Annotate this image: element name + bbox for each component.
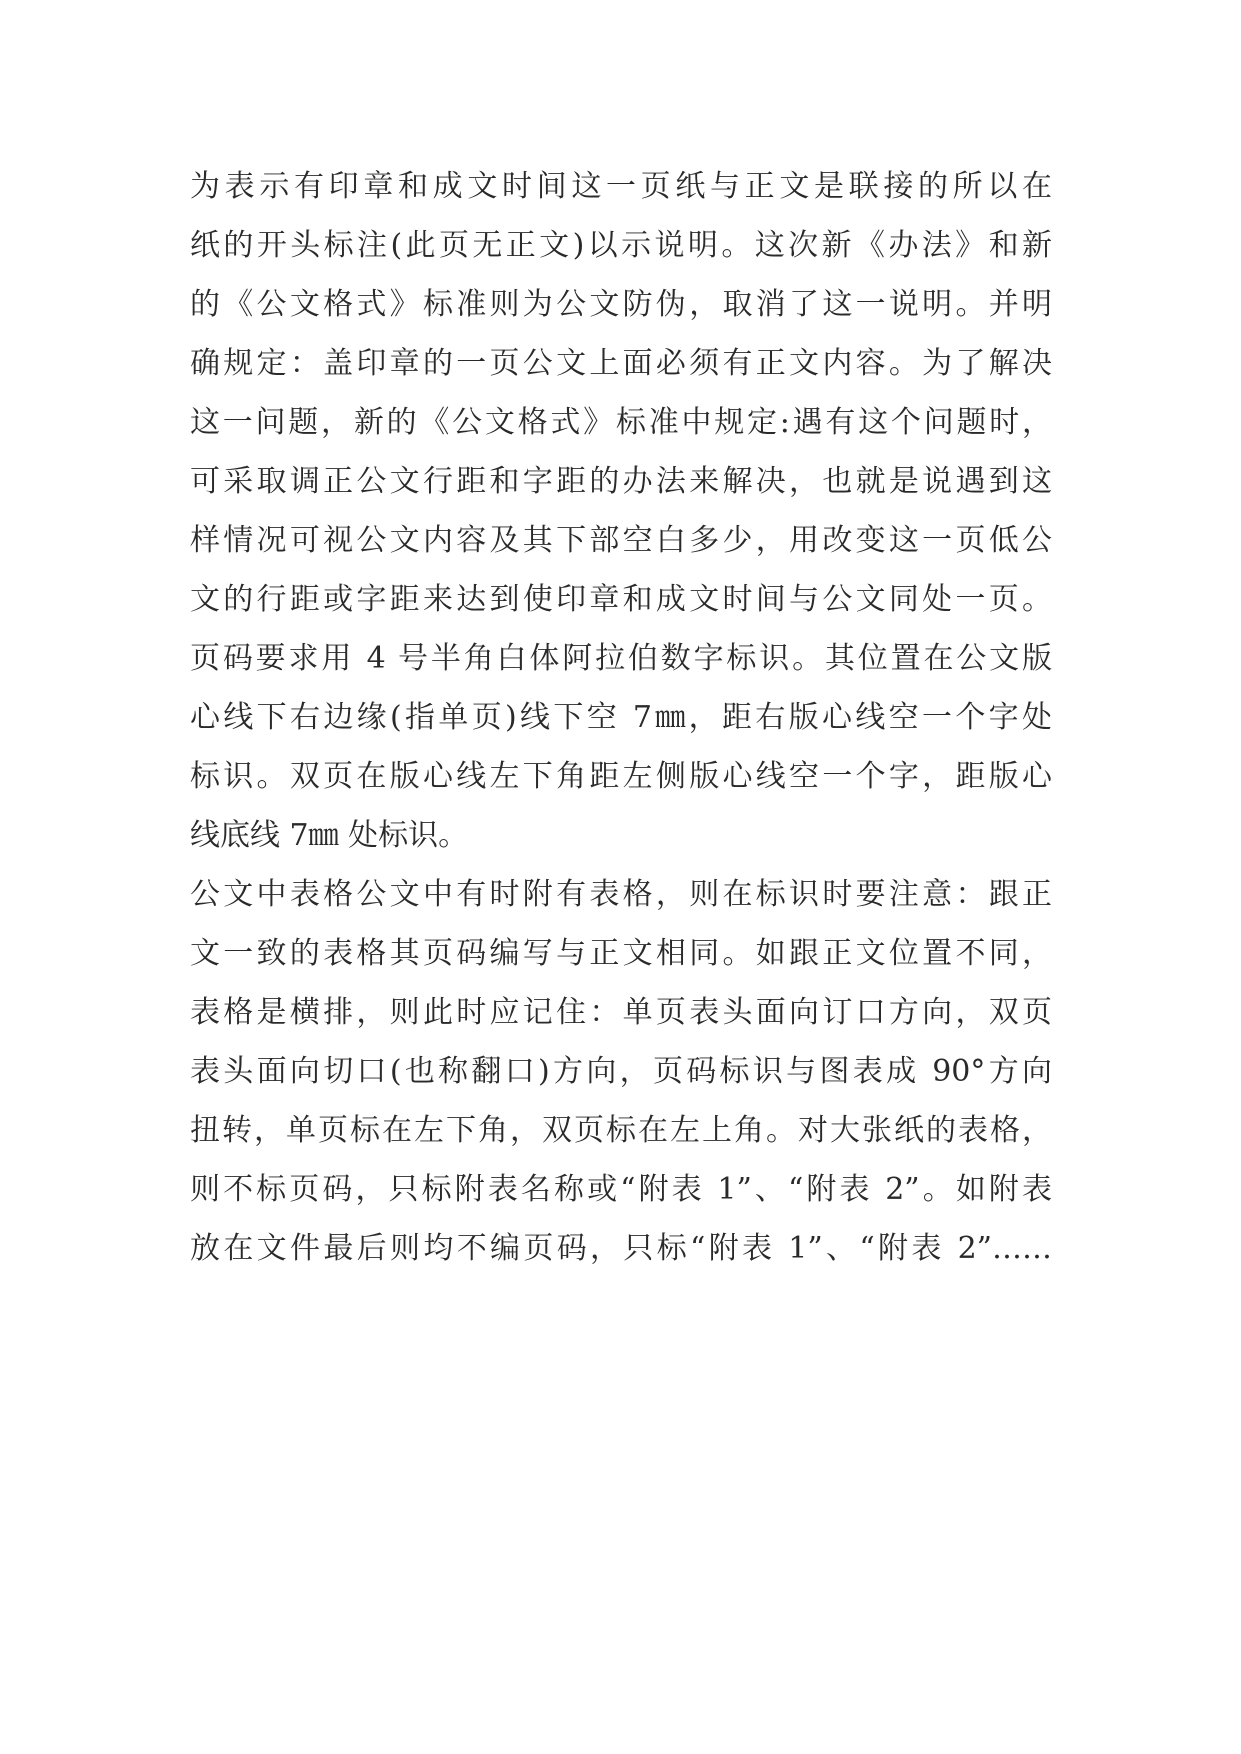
text-line: 表头面向切口(也称翻口)方向，页码标识与图表成 90°方向 <box>190 1054 1052 1089</box>
text-line: 文一致的表格其页码编写与正文相同。如跟正文位置不同， <box>190 936 1052 971</box>
text-line: 这一问题，新的《公文格式》标准中规定:遇有这个问题时， <box>190 405 1052 440</box>
text-line: 放在文件最后则均不编页码，只标“附表 1”、“附表 2”…… <box>190 1231 1052 1266</box>
text-line: 公文中表格公文中有时附有表格，则在标识时要注意：跟正 <box>190 877 1052 912</box>
text-line: 纸的开头标注(此页无正文)以示说明。这次新《办法》和新 <box>190 228 1052 263</box>
text-line: 心线下右边缘(指单页)线下空 7㎜，距右版心线空一个字处 <box>190 700 1052 735</box>
text-line: 可采取调正公文行距和字距的办法来解决，也就是说遇到这 <box>190 464 1052 499</box>
text-line: 文的行距或字距来达到使印章和成文时间与公文同处一页。 <box>190 582 1052 617</box>
text-line: 扭转，单页标在左下角，双页标在左上角。对大张纸的表格， <box>190 1113 1052 1148</box>
text-line: 的《公文格式》标准则为公文防伪，取消了这一说明。并明 <box>190 287 1052 322</box>
text-line: 表格是横排，则此时应记住：单页表头面向订口方向，双页 <box>190 995 1052 1030</box>
text-line: 则不标页码，只标附表名称或“附表 1”、“附表 2”。如附表 <box>190 1172 1052 1207</box>
text-line: 线底线 7㎜ 处标识。 <box>190 818 469 853</box>
text-line: 确规定：盖印章的一页公文上面必须有正文内容。为了解决 <box>190 346 1052 381</box>
body-text <box>190 157 1052 1278</box>
text-line: 为表示有印章和成文时间这一页纸与正文是联接的所以在 <box>190 169 1052 204</box>
text-line: 页码要求用 4 号半角白体阿拉伯数字标识。其位置在公文版 <box>190 641 1052 676</box>
text-line: 样情况可视公文内容及其下部空白多少，用改变这一页低公 <box>190 523 1052 558</box>
text-line: 标识。双页在版心线左下角距左侧版心线空一个字，距版心 <box>190 759 1052 794</box>
